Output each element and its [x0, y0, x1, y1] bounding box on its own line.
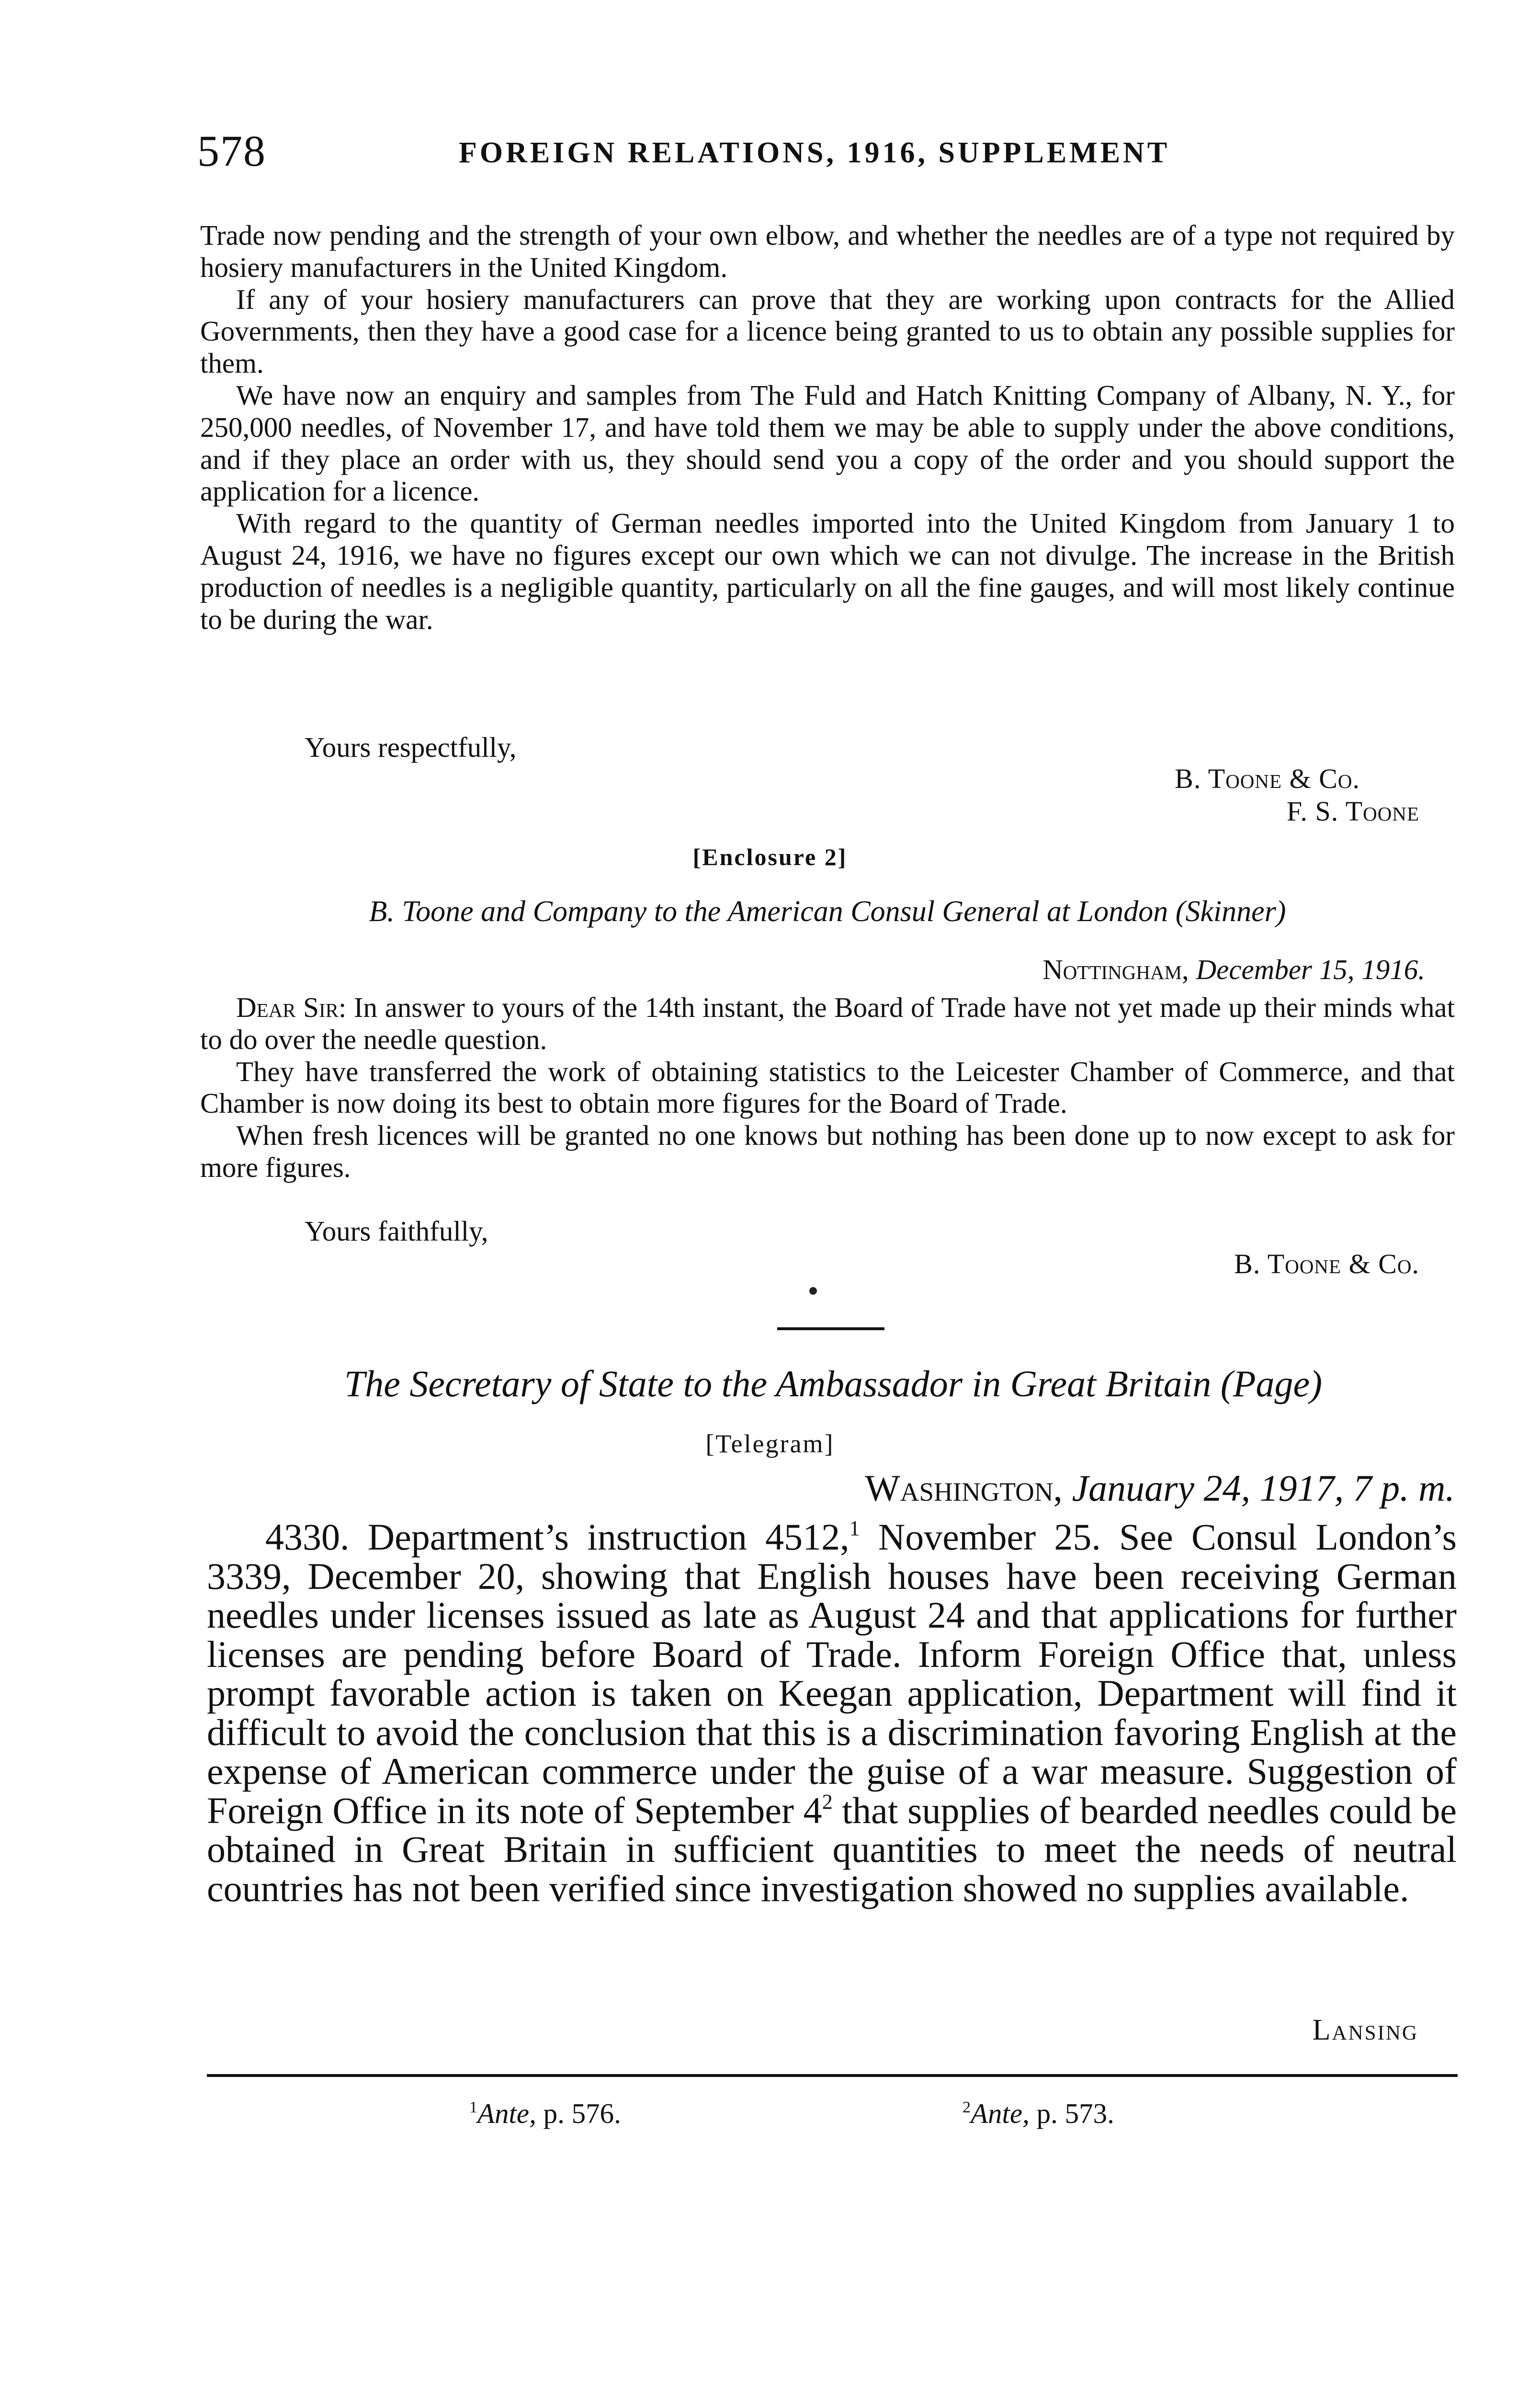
telegram-text: 4330. Department’s instruction 4512, — [265, 1516, 849, 1558]
salutation: Dear Sir: — [236, 992, 347, 1023]
footnote-ref: 1 — [849, 1517, 860, 1540]
enclosure-body — [200, 992, 1455, 1184]
footnote-mark: 2 — [962, 2098, 971, 2116]
footnote-page: p. 576. — [543, 2098, 621, 2129]
letter-paragraph: Trade now pending and the strength of your own elbow, and whether the needles are of a type not required by hosiery manufacturers in the United Kingdom. — [200, 219, 1455, 283]
dateline-place: Washington, — [865, 1467, 1063, 1509]
enclosure-dateline — [1042, 953, 1425, 986]
signature-company: B. Toone & Co. — [1175, 763, 1360, 794]
letter-continuation — [200, 219, 1455, 635]
page-number: 578 — [197, 126, 266, 175]
enclosure-signature: B. Toone & Co. — [1234, 1248, 1419, 1279]
dateline-place: Nottingham, — [1042, 954, 1189, 985]
dateline-date: January 24, 1917, 7 p. m. — [1072, 1467, 1455, 1509]
footnote-ante: Ante, — [971, 2098, 1030, 2129]
footnote-mark: 1 — [469, 2098, 477, 2116]
telegram-text: November 25. See Consul London’s 3339, December 20, showing that English houses have been receiving German needles under licenses issued as late as August 24 and that applications for further licenses are pending before Board of Trade. Inform Foreign Office that, unless prompt favorable action is taken on Keegan application, Department will find it difficult to avoid the conclusion that this is a discrimination favoring English at the expense of American commerce under the guise of a war measure. Suggestion of Foreign Office in its note of September 4 — [207, 1516, 1457, 1831]
dateline-date: December 15, 1916. — [1196, 954, 1425, 985]
page-header — [197, 125, 1460, 178]
footnote-page: p. 573. — [1036, 2098, 1114, 2129]
enclosure-heading: B. Toone and Company to the American Consul General at London (Skinner) — [369, 895, 1286, 928]
footnote-ref: 2 — [822, 1790, 833, 1813]
letter-paragraph: We have now an enquiry and samples from The Fuld and Hatch Knitting Company of Albany, N. Y., for 250,000 needles, of November 17, and have told them we may be able to supply under the above conditions, and if they place an order with us, they should send you a copy of the order and you should support the application for a licence. — [200, 379, 1455, 507]
signature-person: F. S. Toone — [1286, 796, 1419, 827]
telegram-dateline — [865, 1467, 1455, 1510]
telegram-text: that supplies of bearded needles could be obtained in Great Britain in sufficient quantities to meet the needs of neutral countries has not been verified since investigation showed no supplies available. — [207, 1789, 1457, 1909]
letter-closing: Yours respectfully, — [305, 731, 517, 763]
letter-paragraph: When fresh licences will be granted no one knows but nothing has been done up to now except to ask for more figures. — [200, 1119, 1455, 1183]
paragraph-text: In answer to yours of the 14th instant, the Board of Trade have not yet made up their minds what to do over the needle question. — [200, 992, 1455, 1055]
section-divider — [777, 1327, 884, 1330]
footnote-rule — [207, 2074, 1458, 2077]
running-title: FOREIGN RELATIONS, 1916, SUPPLEMENT — [459, 137, 1170, 169]
telegram-body — [207, 1517, 1457, 1908]
enclosure-closing: Yours faithfully, — [305, 1215, 488, 1247]
telegram-label: [Telegram] — [705, 1429, 835, 1458]
letter-paragraph: With regard to the quantity of German needles imported into the United Kingdom from January 1 to August 24, 1916, we have no figures except our own which we can not divulge. The increase in the British production of needles is a negligible quantity, particularly on all the fine gauges, and will most likely continue to be during the war. — [200, 507, 1455, 635]
telegram-paragraph — [207, 1517, 1457, 1908]
telegram-heading: The Secretary of State to the Ambassador in Great Britain (Page) — [344, 1363, 1323, 1404]
telegram-signature: Lansing — [1312, 2014, 1418, 2046]
letter-paragraph — [200, 992, 1455, 1056]
ornament-dot — [809, 1287, 817, 1295]
letter-paragraph: They have transferred the work of obtaining statistics to the Leicester Chamber of Commerce, and that Chamber is now doing its best to obtain more figures for the Board of Trade. — [200, 1055, 1455, 1119]
footnote-ante: Ante, — [477, 2098, 536, 2129]
enclosure-label: [Enclosure 2] — [692, 844, 848, 870]
footnote-2 — [962, 2097, 1114, 2130]
footnote-1 — [469, 2097, 621, 2130]
letter-paragraph: If any of your hosiery manufacturers can prove that they are working upon contracts for the Allied Governments, then they have a good case for a licence being granted to us to obtain any possible supplies for them. — [200, 283, 1455, 379]
